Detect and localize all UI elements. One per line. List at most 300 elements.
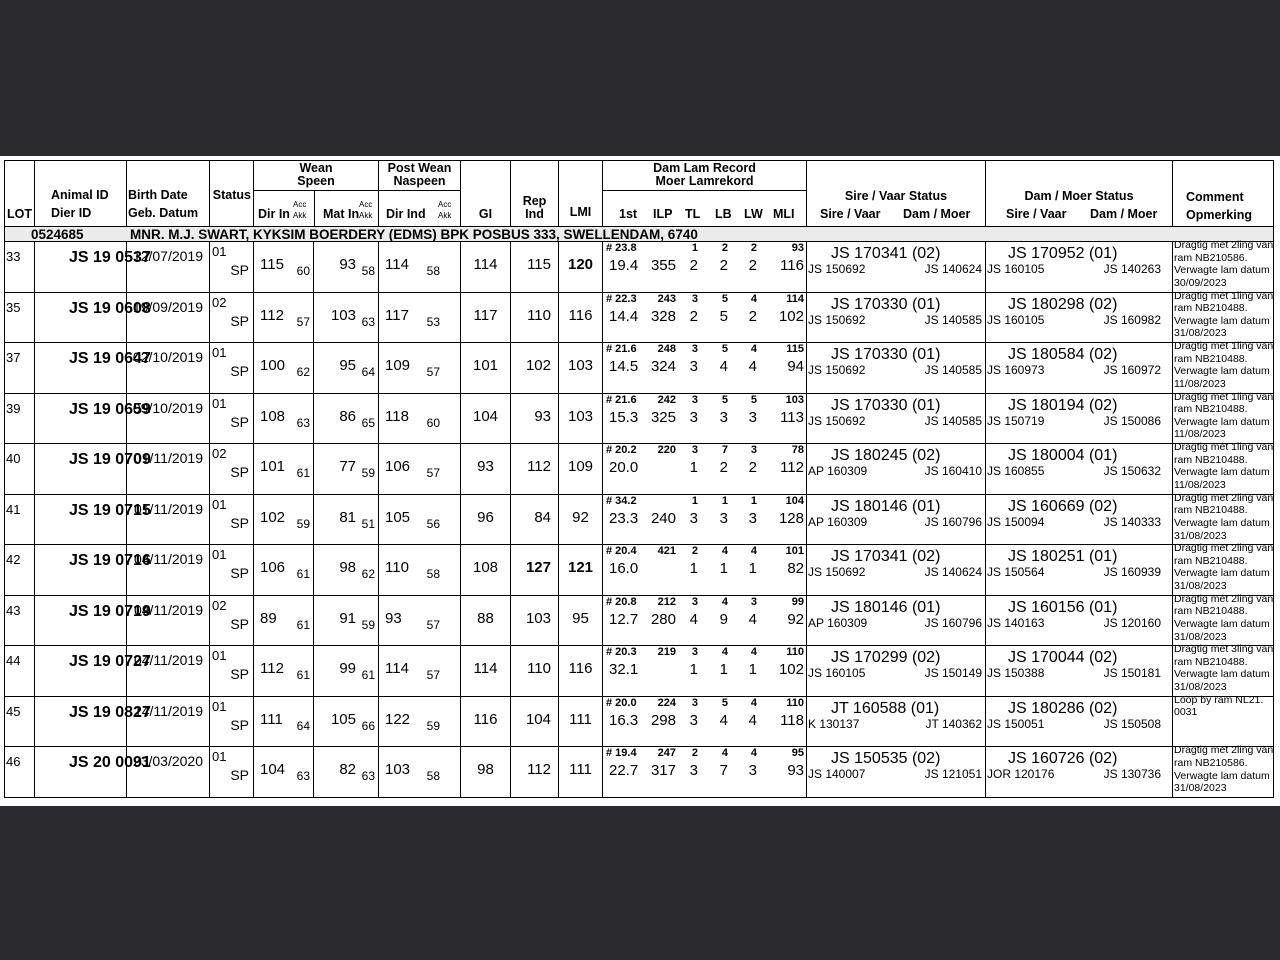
lmi-value: 111 [569,761,592,779]
rep-ind-cell [511,595,559,646]
dam-lam-record-cell [603,343,807,394]
wean-dir-value: 115 [260,256,284,274]
wean-mat-acc-value: 61 [361,668,375,683]
dam-dam: JS 140263 [1103,262,1161,277]
dam-lam-top-3: 2 [721,242,728,255]
dam-dam: JS 150086 [1103,413,1161,428]
gi-value: 98 [477,761,494,779]
wean-mat-acc-value: 65 [361,415,375,430]
animal-id-cell [35,646,151,697]
dam-lam-top-0: # 20.3 [606,646,637,659]
dam-lam-bottom-2: 1 [689,459,698,477]
dam-lam-top-5: 104 [785,494,804,507]
wean-mat-cell [314,545,379,596]
status-type: SP [230,666,249,683]
dam-lam-top-5: 95 [791,747,804,760]
lmi-value: 92 [572,508,589,526]
lmi-cell [559,696,603,747]
rep-ind-cell [511,747,559,798]
dam-lam-top-5: 78 [791,444,804,457]
dam-lam-bottom-5: 118 [780,711,804,729]
wean-mat-acc-value: 59 [361,466,375,481]
gi-value: 114 [473,660,498,678]
comment-text: Dragtig met 1ling van ram NB210488. Verwagte lam datum 11/08/2023 [1174,340,1274,390]
wean-dir-value: 112 [260,660,284,678]
lmi-value: 109 [567,458,594,476]
animal-id: JS 19 0827 [69,703,151,721]
col-lmi [559,161,603,227]
status-label: Status [212,188,251,202]
dam-lam-top-2: 3 [691,343,698,356]
rep-ind-value: 110 [527,306,551,324]
status-type: SP [230,565,249,582]
status-type: SP [230,514,249,531]
rep-ind-value: 112 [527,458,551,476]
dam-lam-top-4: 4 [750,646,757,659]
dam-lam-bottom-2: 3 [689,408,698,426]
birth-date-cell [127,747,210,798]
post-wean-cell [379,343,461,394]
comment-cell [1173,542,1274,596]
rep-ind-value: 102 [525,357,551,375]
dam-lam-bottom-3: 1 [719,661,728,679]
wean-mat-cell [314,393,379,444]
sire-dam: JS 160410 [924,464,982,479]
comment-cell [1173,491,1274,545]
comment-text: Dragtig met 1ling van ram NB210488. Verwagte lam datum 31/08/2023 [1174,289,1274,340]
col-rep-ind [511,161,559,227]
wean-mat-acc-value: 63 [361,314,375,329]
post-wean-akk: Akk [438,211,452,220]
sire-vaar-label: Sire / Vaar [820,207,881,221]
status-cell [210,494,254,545]
lot-number: 41 [6,501,21,517]
animal-id: JS 19 0647 [69,350,151,368]
dam-lam-top-3: 5 [721,696,728,709]
rep-ind-cell [511,343,559,394]
wean-dir-value: 111 [260,710,283,728]
breeder-row [5,227,1274,242]
status-cell [210,646,254,697]
dam-lam-top-5: 115 [786,343,804,356]
table-row [5,292,1274,343]
dam-lam-top-3: 5 [721,292,728,305]
status-code: 01 [212,345,227,361]
dam-lam-top-0: # 21.6 [606,393,637,406]
dam-lam-top-1: 243 [657,292,676,305]
lmi-cell [559,646,603,697]
dam-id: JS 180251 (01) [1008,548,1118,566]
wean-dir-akk: Akk [293,211,307,220]
mli-label: MLI [773,207,795,221]
birth-date-cell [127,444,210,495]
dam-dam: JS 160939 [1103,565,1161,580]
first-label: 1st [619,207,638,221]
comment-text: Loop by ram NL21. 0031 [1174,693,1264,719]
post-wean-cell [379,393,461,444]
dam-lam-top-3: 4 [721,646,728,659]
birth-date: 09/10/2019 [132,399,203,416]
wean-dir-acc-value: 61 [296,567,310,582]
status-cell [210,393,254,444]
ilp-label: ILP [653,207,673,221]
table-row [5,343,1274,394]
lmi-cell [559,292,603,343]
col-sire-status [807,161,986,227]
sire-sire: AP 160309 [808,464,868,479]
sire-sire: AP 160309 [808,615,868,630]
wean-dir-value: 100 [260,357,286,375]
lmi-value: 95 [572,609,589,627]
wean-mat-acc-value: 62 [361,567,375,582]
gi-value: 96 [477,508,494,526]
lot-cell [5,242,35,293]
tl-label: TL [685,207,701,221]
animal-id-cell [35,242,151,293]
status-code: 01 [212,648,227,664]
lot-number: 45 [6,703,21,719]
wean-dir-value: 106 [260,559,286,577]
lot-number: 37 [6,350,21,366]
post-wean-cell [379,494,461,545]
dam-lam-bottom-5: 82 [787,560,804,578]
dam-sire: JS 140163 [987,615,1045,630]
dam-lam-top-2: 1 [691,242,698,255]
dam-lam-top-5: 99 [791,595,804,608]
wean-mat-acc-value: 63 [361,769,375,784]
sire-dam: JS 140624 [924,262,982,277]
wean-dir-value: 102 [260,508,286,526]
dam-lam-record-cell [603,393,807,444]
dam-id: JS 170044 (02) [1008,649,1118,667]
post-wean-value: 110 [385,559,409,577]
wean-mat-value: 93 [339,256,356,274]
sire-id: JS 170330 (01) [831,396,941,414]
wean-dir-acc-value: 59 [296,516,310,531]
wean-dir-value: 108 [260,407,286,425]
table-row [5,747,1274,798]
birth-date-cell [127,545,210,596]
speen-label: Speen [297,174,335,188]
sire-status-cell [807,646,986,697]
dam-status-label: Dam / Moer Status [1024,189,1134,203]
gi-cell [461,494,511,545]
dam-lam-bottom-4: 4 [748,358,757,376]
post-wean-cell [379,595,461,646]
status-code: 02 [212,597,227,613]
lot-cell [5,646,35,697]
gi-value: 93 [477,458,494,476]
dam-lam-bottom-1: 328 [650,307,676,325]
birth-date: 01/11/2019 [133,450,203,467]
post-wean-value: 105 [385,508,411,526]
comment-cell [1173,441,1274,495]
col-birth-date [127,161,210,227]
dam-lam-bottom-4: 2 [748,307,757,325]
wean-mat-value: 81 [339,508,356,526]
lot-number: 33 [6,249,21,265]
dam-lam-bottom-0: 16.0 [609,560,639,578]
wean-mat-acc-value: 66 [361,718,375,733]
dam-lam-record-cell [603,444,807,495]
sire-sire: JS 150692 [808,363,866,378]
gi-cell [461,444,511,495]
dam-status-cell [986,292,1173,343]
wean-dir-cell [254,242,314,293]
dam-lam-top-4: 3 [750,595,757,608]
comment-cell [1173,239,1274,293]
dam-sire: JS 150388 [987,666,1045,681]
wean-dir-cell [254,595,314,646]
wean-mat-cell [314,696,379,747]
dam-lam-bottom-4: 4 [748,610,757,628]
post-wean-acc: Acc [438,200,452,209]
dam-lam-top-2: 2 [691,545,698,558]
status-cell [210,545,254,596]
dam-lam-top-4: 3 [750,444,757,457]
dam-lam-top-2: 1 [691,494,698,507]
dam-sire: JS 150094 [987,514,1045,529]
lmi-cell [559,242,603,293]
comment-cell [1173,390,1274,444]
dam-status-cell [986,444,1173,495]
animal-id-cell [35,343,151,394]
dam-lam-bottom-3: 3 [719,509,728,527]
sire-status-label: Sire / Vaar Status [844,189,948,203]
status-type: SP [230,767,249,784]
status-cell [210,343,254,394]
sire-status-cell [807,494,986,545]
col-lot [5,161,35,227]
table-row [5,242,1274,293]
comment-label: Comment [1186,190,1244,204]
status-type: SP [230,464,249,481]
dam-dam-moer-label: Dam / Moer [1090,207,1158,221]
dam-lam-bottom-2: 2 [689,257,698,275]
dam-lam-top-4: 4 [750,747,757,760]
lmi-value: 116 [568,660,593,678]
wean-dir-value: 101 [260,458,286,476]
wean-mat-value: 98 [339,559,356,577]
dam-lam-top-2: 3 [691,595,698,608]
birth-date: 02/10/2019 [132,349,203,366]
dam-lam-top-1: 224 [657,696,676,709]
animal-id-cell [35,444,151,495]
dam-lam-top-0: # 20.8 [606,595,637,608]
catalogue-page [0,156,1280,806]
gi-cell [461,393,511,444]
dam-lam-bottom-5: 92 [787,610,804,628]
dam-lam-bottom-5: 102 [778,307,804,325]
rep-ind-value: 84 [534,508,551,526]
dam-lam-bottom-2: 2 [689,307,698,325]
rep-ind-cell [511,242,559,293]
post-wean-value: 117 [385,306,409,324]
animal-id: JS 19 0537 [69,249,151,267]
status-cell [210,444,254,495]
dam-id: JS 180004 (01) [1008,447,1118,465]
dam-lam-bottom-0: 14.4 [609,307,639,325]
status-code: 01 [212,547,227,563]
dam-lam-bottom-0: 32.1 [609,661,639,679]
gi-cell [461,545,511,596]
moer-lamrekord-label: Moer Lamrekord [655,174,754,188]
sire-status-cell [807,343,986,394]
rep-ind-cell [511,696,559,747]
lb-label: LB [715,207,732,221]
dam-lam-bottom-2: 3 [689,762,698,780]
table-row [5,595,1274,646]
dam-lam-bottom-1: 325 [650,408,676,426]
status-type: SP [230,262,249,279]
rep-ind-value: 103 [525,609,551,627]
wean-dir-acc-value: 61 [296,617,310,632]
wean-mat-acc: Acc [359,200,373,209]
rep-ind-cell [511,393,559,444]
animal-id: JS 19 0659 [69,400,151,418]
wean-mat-value: 99 [339,660,356,678]
sire-dam: JS 140585 [924,312,982,327]
comment-cell [1173,693,1274,747]
lot-number: 35 [6,299,21,315]
status-code: 01 [212,395,227,411]
dam-lam-bottom-2: 4 [689,610,698,628]
post-wean-acc-value: 59 [426,718,440,733]
dam-lam-top-4: 4 [750,343,757,356]
lmi-value: 120 [567,256,594,274]
col-animal-id [35,161,127,227]
dam-id: JS 160156 (01) [1008,598,1118,616]
dam-status-cell [986,494,1173,545]
post-wean-acc-value: 56 [426,516,440,531]
naspeen-label: Naspeen [393,174,446,188]
breeder-code: 0524685 [31,227,84,242]
wean-dir-cell [254,494,314,545]
dam-lam-bottom-0: 16.3 [609,711,639,729]
post-wean-dir-ind-label: Dir Ind [386,207,426,221]
dam-lam-bottom-2: 3 [689,509,698,527]
comment-cell [1173,289,1274,343]
comment-cell [1173,744,1274,798]
comment-text: Dragtig met 2ling van ram NB210488. Verwagte lam datum 31/08/2023 [1174,542,1274,593]
dam-lam-top-3: 4 [721,595,728,608]
wean-dir-acc-value: 61 [296,466,310,481]
dam-dam: JS 120160 [1103,615,1161,630]
comment-cell [1173,592,1274,646]
sire-sire: JS 150692 [808,413,866,428]
dam-lam-top-1: 248 [657,343,676,356]
gi-cell [461,595,511,646]
birth-date: 04/11/2019 [133,601,203,618]
lw-label: LW [744,207,763,221]
sire-id: JS 170341 (02) [831,548,941,566]
dam-lam-bottom-4: 4 [748,711,757,729]
dam-lam-bottom-5: 116 [780,257,804,275]
dam-lam-record-cell [603,494,807,545]
lmi-value: 103 [567,407,594,425]
rep-ind-cell [511,646,559,697]
status-cell [210,595,254,646]
dam-id: JS 170952 (01) [1008,245,1118,263]
dam-lam-bottom-3: 4 [719,358,728,376]
dam-lam-bottom-3: 1 [719,560,728,578]
sire-status-cell [807,595,986,646]
lot-cell [5,696,35,747]
birth-date-cell [127,242,210,293]
wean-mat-in-label: Mat In [323,207,360,221]
animal-id: JS 19 0727 [69,653,151,671]
dam-lam-top-2: 3 [691,444,698,457]
sire-sire: JS 150692 [808,565,866,580]
sire-sire: JS 160105 [808,666,866,681]
dam-lam-bottom-5: 102 [778,661,804,679]
wean-mat-cell [314,747,379,798]
dam-lam-top-2: 3 [691,646,698,659]
animal-id: JS 19 0715 [69,501,151,519]
rep-ind-cell [511,545,559,596]
dam-status-cell [986,343,1173,394]
sire-status-cell [807,545,986,596]
status-type: SP [230,413,249,430]
col-wean [254,161,379,227]
animal-id: JS 19 0709 [69,451,151,469]
dam-lam-top-3: 7 [721,444,728,457]
status-code: 01 [212,496,227,512]
post-wean-value: 118 [385,407,409,425]
birth-date-cell [127,494,210,545]
animal-id-cell [35,747,151,798]
dam-lam-top-2: 3 [691,292,698,305]
dam-dam: JS 150508 [1103,716,1161,731]
dam-id: JS 180584 (02) [1008,346,1118,364]
status-code: 01 [212,244,227,260]
status-cell [210,292,254,343]
dam-lam-top-0: # 22.3 [606,292,637,305]
sire-status-cell [807,292,986,343]
wean-label: Wean [299,161,333,175]
animal-id-cell [35,696,151,747]
col-dam-lam-record [603,161,807,227]
sire-status-cell [807,242,986,293]
dam-lam-top-4: 4 [750,292,757,305]
comment-text: Dragtig met 3ling van ram NB210488. Verwagte lam datum 31/08/2023 [1174,643,1274,694]
dam-dam: JS 140333 [1103,514,1161,529]
dam-lam-bottom-4: 3 [748,408,757,426]
wean-mat-cell [314,646,379,697]
dam-lam-top-2: 3 [691,696,698,709]
wean-dir-acc-value: 61 [296,668,310,683]
dam-sire-vaar-label: Sire / Vaar [1006,207,1067,221]
status-type: SP [230,615,249,632]
post-wean-cell [379,545,461,596]
dam-id: JS 180298 (02) [1008,295,1118,313]
gi-value: 104 [472,407,499,425]
dam-lam-bottom-3: 2 [719,459,728,477]
table-row [5,545,1274,596]
dam-lam-top-5: 101 [785,545,804,558]
dam-id: JS 180286 (02) [1008,699,1118,717]
header-row [5,161,1274,227]
sire-status-cell [807,747,986,798]
dam-lam-record-cell [603,292,807,343]
dam-lam-top-1: 421 [657,545,676,558]
dam-lam-top-0: # 34.2 [606,494,637,507]
table-row [5,696,1274,747]
dam-id: JS 160726 (02) [1008,750,1118,768]
dam-lam-bottom-3: 3 [719,408,728,426]
dam-lam-top-2: 3 [691,393,698,406]
comment-text: Dragtig met 2ling van ram NB210488. Verwagte lam datum 31/08/2023 [1174,592,1274,643]
